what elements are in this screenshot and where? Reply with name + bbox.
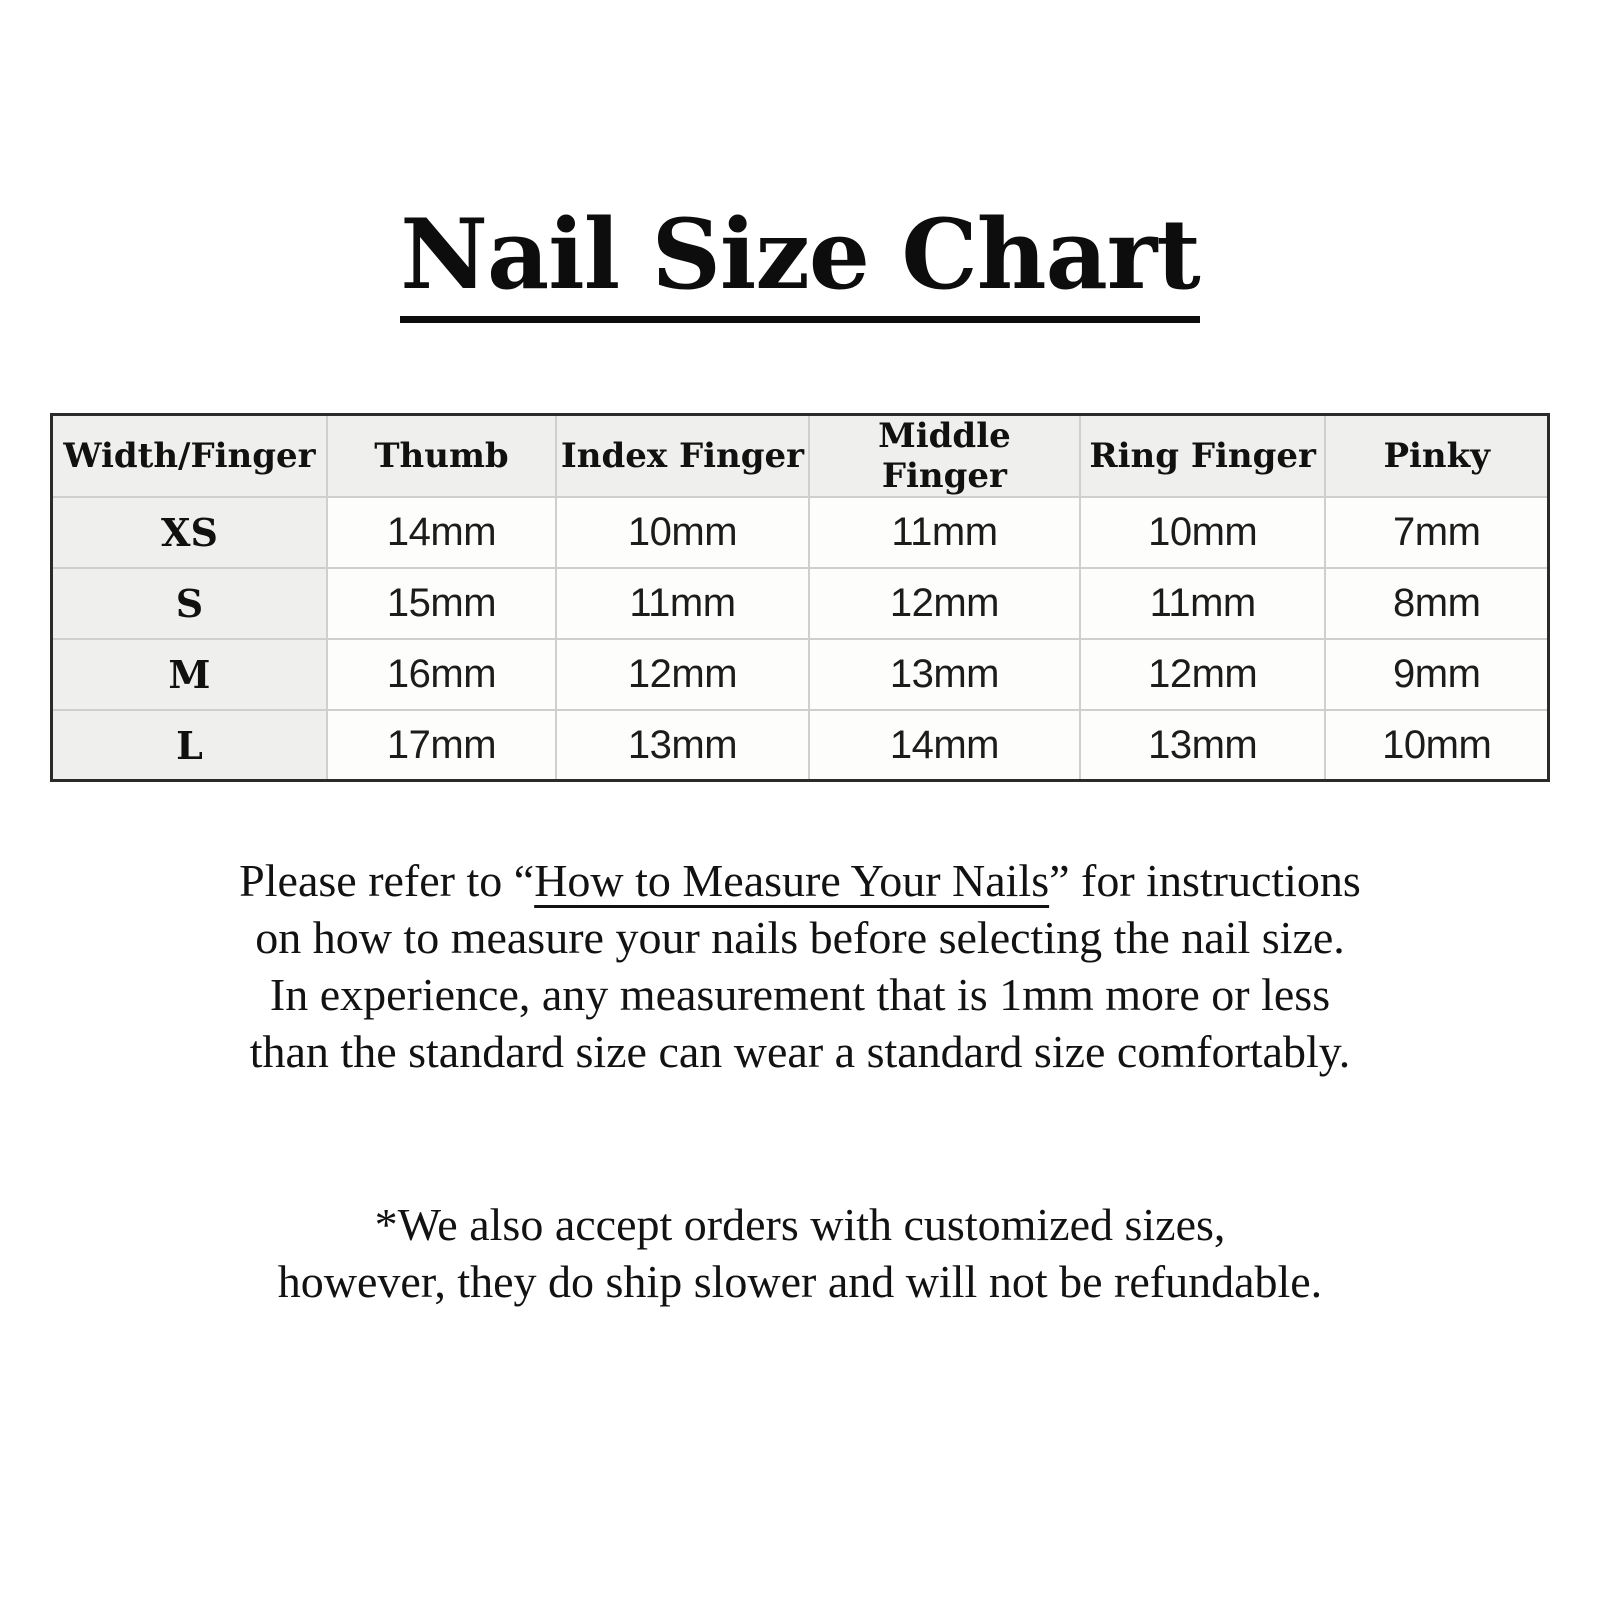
row-label-m: M: [52, 639, 327, 710]
note-line: on how to measure your nails before selecting the nail size.: [255, 912, 1345, 964]
size-cell: 12mm: [1080, 639, 1326, 710]
size-cell: 12mm: [556, 639, 809, 710]
col-header-thumb: Thumb: [327, 414, 556, 497]
size-cell: 11mm: [809, 497, 1080, 568]
size-cell: 15mm: [327, 568, 556, 639]
size-cell: 14mm: [809, 710, 1080, 781]
note-line: [0, 852, 1600, 909]
size-cell: 10mm: [556, 497, 809, 568]
col-header-middle-finger: Middle Finger: [809, 414, 1080, 497]
size-cell: 14mm: [327, 497, 556, 568]
table-row-s: [52, 568, 1549, 639]
note-line: than the standard size can wear a standard size comfortably.: [249, 1026, 1351, 1078]
size-cell: 11mm: [1080, 568, 1326, 639]
note-text: ” for instructions: [1049, 855, 1361, 907]
table-row-xs: [52, 497, 1549, 568]
note-line: however, they do ship slower and will not be refundable.: [277, 1256, 1323, 1308]
row-label-l: L: [52, 710, 327, 781]
col-header-width-finger: Width/Finger: [52, 414, 327, 497]
size-cell: 10mm: [1080, 497, 1326, 568]
row-label-xs: XS: [52, 497, 327, 568]
size-cell: 13mm: [1080, 710, 1326, 781]
col-header-pinky: Pinky: [1325, 414, 1548, 497]
size-cell: 7mm: [1325, 497, 1548, 568]
size-chart-table: [50, 413, 1550, 783]
table-row-l: [52, 710, 1549, 781]
size-cell: 17mm: [327, 710, 556, 781]
measure-instructions-note: [0, 852, 1600, 1080]
table-row-m: [52, 639, 1549, 710]
link-how-to-measure-your-nails[interactable]: How to Measure Your Nails: [534, 855, 1050, 907]
note-line: *We also accept orders with customized sizes,: [374, 1199, 1226, 1251]
size-cell: 13mm: [809, 639, 1080, 710]
size-cell: 10mm: [1325, 710, 1548, 781]
size-cell: 9mm: [1325, 639, 1548, 710]
size-cell: 12mm: [809, 568, 1080, 639]
page-title: Nail Size Chart: [400, 205, 1199, 323]
size-cell: 13mm: [556, 710, 809, 781]
title-section: [0, 0, 1600, 323]
note-line: In experience, any measurement that is 1mm more or less: [269, 969, 1331, 1021]
size-cell: 16mm: [327, 639, 556, 710]
note-text: Please refer to “: [239, 855, 535, 907]
col-header-ring-finger: Ring Finger: [1080, 414, 1326, 497]
row-label-s: S: [52, 568, 327, 639]
size-cell: 8mm: [1325, 568, 1548, 639]
size-chart-section: [50, 413, 1550, 783]
header-row: [52, 414, 1549, 497]
col-header-index-finger: Index Finger: [556, 414, 809, 497]
custom-orders-note: [0, 1196, 1600, 1310]
size-cell: 11mm: [556, 568, 809, 639]
